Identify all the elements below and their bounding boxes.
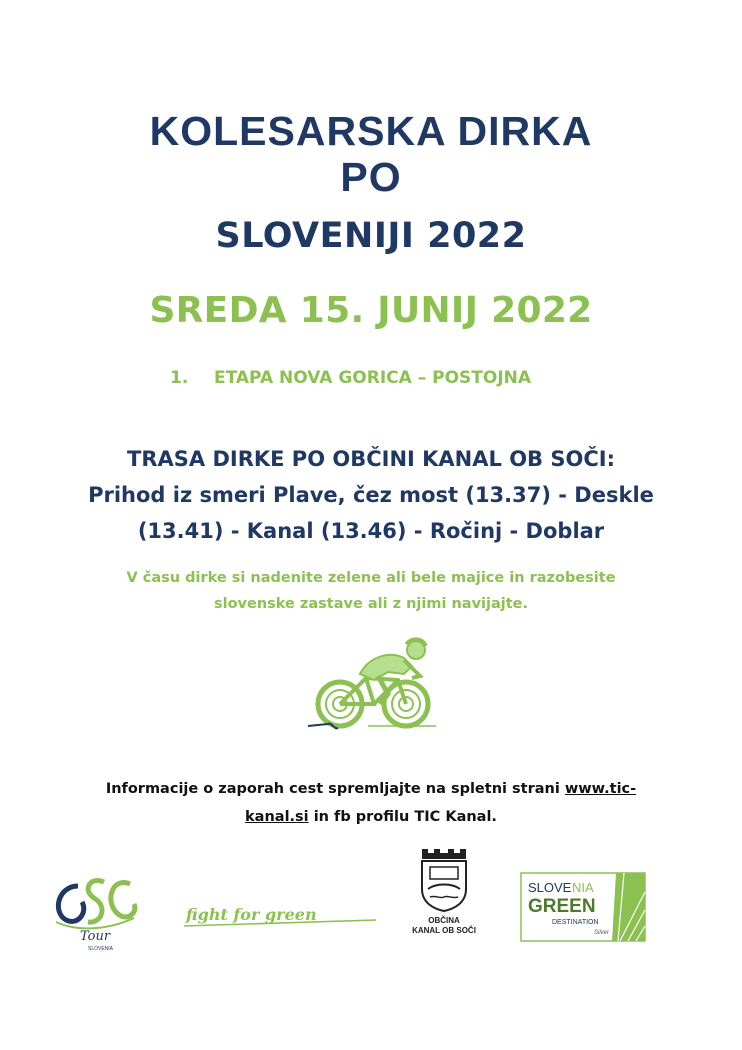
slovenia-green-badge-icon [520,872,646,942]
green-nia: NIA [572,880,594,895]
green-slove: SLOVE [528,880,572,895]
event-date: SREDA 15. JUNIJ 2022 [149,290,593,331]
note-line-1: V času dirke si nadenite zelene ali bele majice in razobesite [126,570,616,586]
stage-label: ETAPA NOVA GORICA – POSTOJNA [214,368,532,388]
note-line-2: slovenske zastave ali z njimi navijajte. [213,596,529,612]
title-line-2: PO [340,154,402,200]
title-line-3: SLOVENIJI 2022 [215,216,527,256]
tour-of-slovenia-logo [48,872,140,954]
stage-number: 1. [170,368,189,388]
green-silver: Silver [594,930,610,936]
tour-logo-subtext: SLOVENIA [88,946,114,952]
info-line-1 [0,777,742,802]
stage-item [170,368,531,388]
tour-logo-mark-icon [48,872,140,954]
website-link-part-2[interactable]: kanal.si [245,809,309,825]
green-destination: DESTINATION [552,919,599,926]
route-line-3: (13.41) - Kanal (13.46) - Ročinj - Doblar [137,519,605,543]
fight-for-green-logo [180,900,380,930]
kanal-line-1: OBČINA [428,916,460,925]
info-text-2: in fb profilu TIC Kanal. [308,809,497,825]
website-link-part-1[interactable]: www.tic- [564,781,637,797]
tour-logo-text: Tour [80,929,111,944]
green-big: GREEN [528,896,596,917]
cyclist-illustration [308,630,438,736]
obcina-kanal-logo [408,845,480,937]
route-line-2: Prihod iz smeri Plave, čez most (13.37) - Deskle [88,483,654,507]
info-text-1: Informacije o zaporah cest spremljajte na spletni strani [105,781,565,797]
route-heading: TRASA DIRKE PO OBČINI KANAL OB SOČI: [127,447,615,471]
slovenia-green-logo [520,872,646,942]
fight-for-green-text: fight for green [186,905,317,924]
info-line-2 [0,805,742,830]
kanal-line-2: KANAL OB SOČI [412,926,476,935]
kanal-crest-icon [408,845,480,937]
title-line-1: KOLESARSKA DIRKA [149,108,593,154]
